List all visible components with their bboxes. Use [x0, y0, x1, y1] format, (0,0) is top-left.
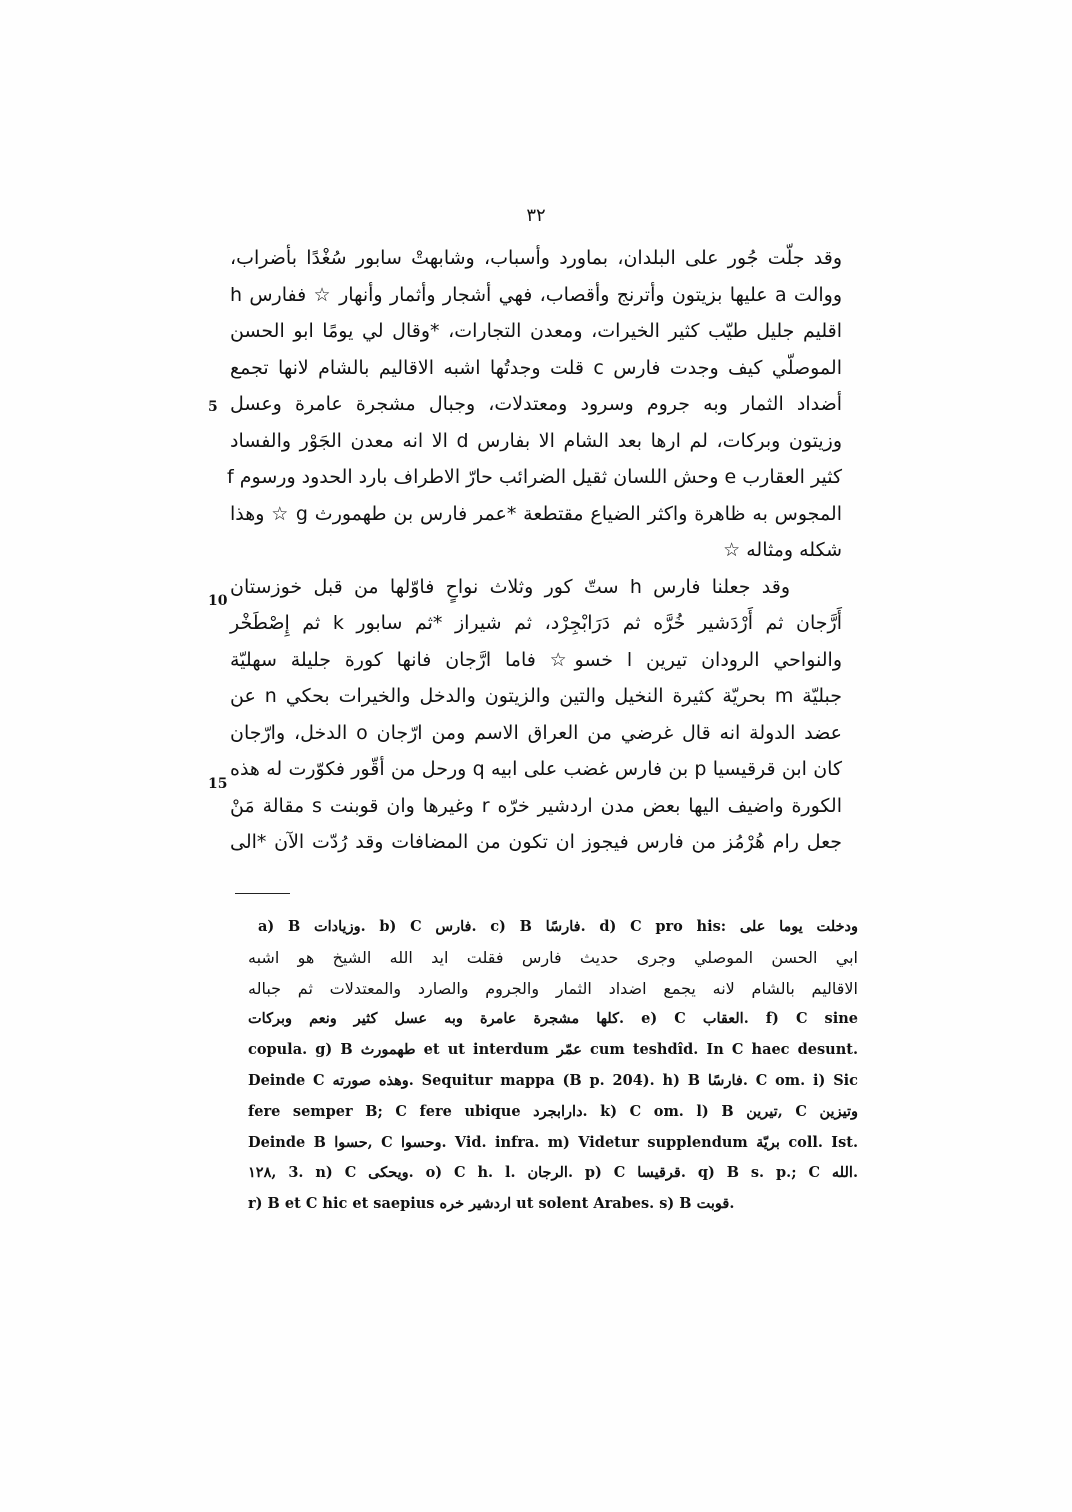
text-line: جعل رام هُرْمُز من فارس فيجوز ان تكون من المضافات وقد رُدّت الآن *الى — [230, 831, 842, 853]
footnote-line: Deinde B حسوا, C وحسوا. Vid. infra. m) Videtur supplendum بريّة coll. Ist. — [248, 1133, 858, 1151]
text-line: جبليّة m بحريّة كثيرة النخيل والتين والزيتون والدخل والخيرات بحكي n عن — [230, 685, 842, 707]
line-number: 15 — [208, 776, 228, 792]
footnote-line: copula. g) B طهمورث et ut interdum عمّر cum teshdîd. In C haec desunt. — [248, 1041, 858, 1059]
footnotes-block — [248, 912, 858, 1220]
line-number: 5 — [208, 399, 218, 415]
text-line: أضداد الثمار وبه جروم وسرود ومعتدلات، وجبال مشجرة عامرة وعسل — [230, 393, 842, 415]
text-line: أَرَّجان ثم أَرْدَشير خُرَّه ثم دَرَابْجِرْد، ثم شيراز *ثم سابور k ثم إِصْطَخْر — [230, 612, 842, 634]
text-line: وزيتون وبركات، لم ارها بعد الشام الا بفارس d الا انه معدن الجَوْر والفساد — [230, 429, 843, 452]
footnote-line: الاقاليم بالشام لانه يجمع اضداد الثمار والجروم والصارد والمعتدلات ثم جباله — [248, 978, 858, 998]
text-line: وقد جلّت جُور على البلدان، بماورد وأسباب، وشابهتْ سابور سُغْدًا بأضراب، — [230, 247, 842, 269]
footnote-line: ابي الحسن الموصلي وجرى حديث فارس فقلت ايد الله الشيخ هو اشبه — [248, 947, 858, 967]
line-number: 10 — [208, 593, 228, 609]
footnote-line: a) B وزيادات. b) C فارس. c) B فارسًا. d) C pro his: ودخلت يوما على — [258, 918, 859, 935]
text-line: الموصلّي كيف وجدت فارس c قلت وجدتُها اشبه الاقاليم بالشام لانها تجمع — [230, 356, 842, 379]
text-line: اقليم جليل طيّب كثير الخيرات، ومعدن التجارات، *وقال لي يومًا ابو الحسن — [230, 320, 842, 342]
text-line: والنواحي الرودان تيرين l خسو☆ فاما ارَّجان فانها كورة جليلة سهليّة — [230, 648, 842, 671]
text-line: شكله ومثاله ☆ — [723, 539, 842, 561]
text-line: الكورة واضيف اليها بعض مدن اردشير خرّه r وغيرها وان قوبنت s مقالة مَنْ — [230, 794, 842, 817]
footnote-line: Deinde C وهذه صورته. Sequitur mappa (B p. 204). h) B فارسًا. C om. i) Sic — [248, 1071, 859, 1089]
text-line: ووالت a عليها بزيتون وأترنج وأقصاب، فهي أشجار وأثمار وأنهار ☆ ففارس h — [230, 283, 842, 306]
page-number: ٣٢ — [526, 205, 546, 226]
footnote-line: ١٢٨, 3. n) C ويحكى. o) C h. l. الرجان. p) C قرقيسا. q) B s. p.; C الله. — [248, 1164, 858, 1182]
footnote-line: r) B et C hic et saepius اردشير خره ut solent Arabes. s) B قوبت. — [248, 1195, 735, 1213]
footnote-divider — [235, 893, 290, 894]
text-line: كان ابن قرقيسيا p بن فارس غضب على ابيه q ورحل من أقّور فكوّرت له هذه — [230, 758, 843, 780]
text-line: عضد الدولة انه قال غرضي من العراق الاسم ومن ارّجان o الدخل، وارّجان — [230, 721, 842, 744]
text-line: كثير العقارب e وحش اللسان ثقيل الضرائب حارّ الاطراف بارد الحدود ورسوم f — [227, 466, 842, 488]
footnote-line: fere semper B; C fere ubique دارابجرد. k) C om. l) B تيرين, C وتيزين — [248, 1102, 858, 1120]
text-line: وقد جعلنا فارس h ستّ كور وثلاث نواحٍ فاوّلها من قبل خوزستان — [230, 575, 790, 598]
footnote-line: كلها مشجرة عامرة وبه عسل كثير ونعم وبركات. e) C العقاب. f) C sine — [248, 1010, 858, 1028]
main-text-block — [227, 240, 843, 861]
text-line: المجوس به ظاهرة واكثر الضياع مقتطعة *عمر فارس بن طهمورث g ☆ وهذا — [230, 502, 843, 525]
